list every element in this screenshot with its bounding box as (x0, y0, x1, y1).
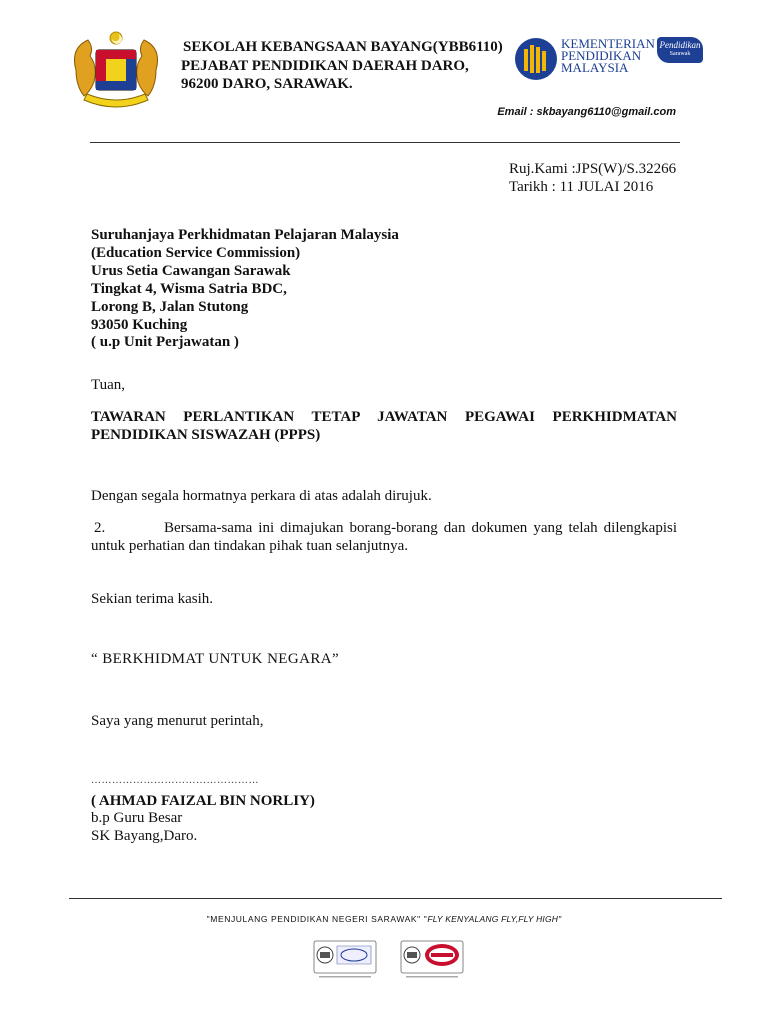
ministry-line-3: MALAYSIA (561, 60, 629, 75)
reference-number: Ruj.Kami :JPS(W)/S.32266 (509, 161, 677, 177)
recipient-line: Suruhanjaya Perkhidmatan Pelajaran Malaysia (91, 227, 399, 243)
pendidikan-sarawak-badge (657, 37, 703, 63)
letter-subject (91, 408, 677, 444)
closing-line: Sekian terima kasih. (91, 591, 214, 607)
school-letterhead (181, 38, 503, 94)
ministry-emblem-icon (514, 37, 558, 81)
signature-line: ………………………………………… (91, 775, 259, 786)
ministry-line-1: KEMENTERIAN (561, 36, 655, 51)
signatory-organisation: SK Bayang,Daro. (91, 828, 198, 844)
footer-slogan-fly: FLY KENYALANG FLY,FLY HIGH" (427, 914, 562, 924)
recipient-line: Urus Setia Cawangan Sarawak (91, 262, 291, 279)
iqnet-certification-icon (314, 941, 376, 978)
recipient-line: ( u.p Unit Perjawatan ) (91, 334, 239, 351)
coat-of-arms-icon (70, 30, 162, 110)
recipient-line: 93050 Kuching (91, 316, 188, 333)
footer-slogan (0, 914, 768, 924)
motto: “ BERKHIDMAT UNTUK NEGARA” (91, 651, 340, 667)
school-name: SEKOLAH KEBANGSAAN BAYANG(YBB6110) (183, 39, 503, 55)
district-office: PEJABAT PENDIDIKAN DAERAH DARO, (181, 57, 469, 74)
recipient-line: Tingkat 4, Wisma Satria BDC, (91, 280, 287, 297)
signatory-name: ( AHMAD FAIZAL BIN NORLIY) (91, 793, 315, 809)
paragraph-2-line-1: Bersama-sama ini dimajukan borang-borang dan dokumen yang telah dilengkapisi (164, 520, 677, 536)
ministry-line-2: PENDIDIKAN (561, 48, 642, 63)
email-address: Email : skbayang6110@gmail.com (497, 106, 676, 118)
school-address: 96200 DARO, SARAWAK. (181, 76, 353, 92)
salutation: Tuan, (91, 377, 126, 393)
recipient-line: (Education Service Commission) (91, 244, 301, 261)
certification-badges (313, 940, 465, 982)
paragraph-2 (91, 519, 677, 555)
valediction: Saya yang menurut perintah, (91, 713, 264, 729)
paragraph-1: Dengan segala hormatnya perkara di atas adalah dirujuk. (91, 488, 432, 504)
paragraph-number: 2. (94, 520, 106, 536)
recipient-line: Lorong B, Jalan Stutong (91, 298, 249, 315)
reference-block (509, 160, 676, 196)
ministry-logo (514, 36, 701, 81)
sirim-standards-icon (401, 941, 463, 978)
signatory-position: b.p Guru Besar (91, 810, 183, 826)
recipient-address (91, 227, 399, 352)
letter-date: Tarikh : 11 JULAI 2016 (509, 179, 654, 195)
badge-title: Pendidikan (659, 40, 701, 50)
subject-line-2: PENDIDIKAN SISWAZAH (PPPS) (91, 427, 321, 443)
footer-slogan-state: "MENJULANG PENDIDIKAN NEGERI SARAWAK" " (206, 914, 428, 924)
paragraph-2-line-2: untuk perhatian dan tindakan pihak tuan selanjutnya. (91, 538, 408, 554)
header-divider (90, 142, 680, 143)
badge-subtitle: Sarawak (669, 51, 691, 57)
footer-divider (69, 898, 722, 899)
subject-line-1: TAWARAN PERLANTIKAN TETAP JAWATAN PEGAWAI PERKHIDMATAN (91, 409, 677, 425)
